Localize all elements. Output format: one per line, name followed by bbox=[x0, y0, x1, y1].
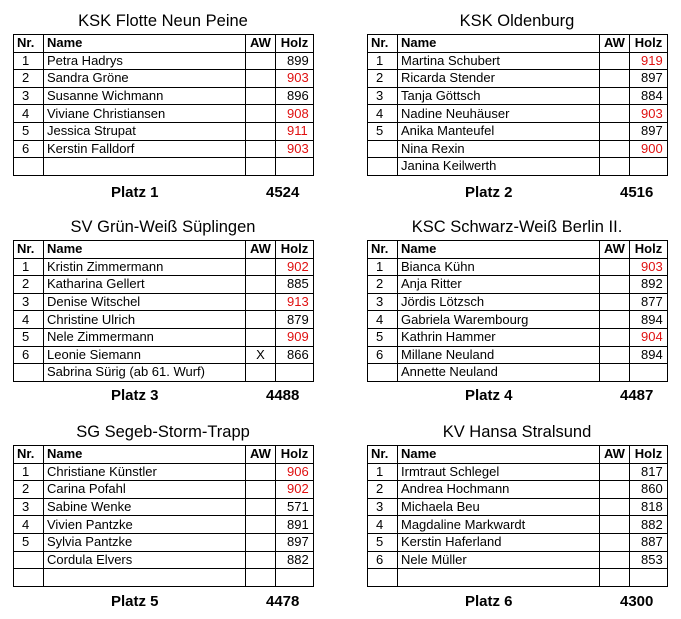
player-nr: 1 bbox=[14, 52, 44, 70]
table-header-row bbox=[368, 35, 668, 53]
table-header-row bbox=[14, 446, 314, 464]
table-row bbox=[368, 105, 668, 123]
player-nr: 3 bbox=[368, 293, 398, 311]
col-header-name: Name bbox=[44, 241, 246, 259]
player-holz: 897 bbox=[630, 122, 668, 140]
player-holz: 903 bbox=[630, 258, 668, 276]
team-footer bbox=[367, 385, 667, 407]
player-name: Sabine Wenke bbox=[44, 498, 246, 516]
player-nr bbox=[368, 158, 398, 176]
player-aw bbox=[600, 258, 630, 276]
player-nr: 4 bbox=[368, 516, 398, 534]
player-aw bbox=[246, 52, 276, 70]
col-header-holz: Holz bbox=[630, 446, 668, 464]
player-holz: 884 bbox=[630, 87, 668, 105]
table-row bbox=[14, 258, 314, 276]
player-name: Kerstin Falldorf bbox=[44, 140, 246, 158]
table-row bbox=[14, 140, 314, 158]
player-name: Leonie Siemann bbox=[44, 346, 246, 364]
player-holz: 900 bbox=[630, 140, 668, 158]
table-row bbox=[368, 533, 668, 551]
table-header-row bbox=[368, 446, 668, 464]
col-header-aw: AW bbox=[246, 446, 276, 464]
player-nr: 3 bbox=[14, 87, 44, 105]
player-nr bbox=[14, 551, 44, 569]
player-aw bbox=[600, 105, 630, 123]
table-row bbox=[368, 551, 668, 569]
player-name: Sylvia Pantzke bbox=[44, 533, 246, 551]
player-nr: 6 bbox=[14, 140, 44, 158]
player-name: Christiane Künstler bbox=[44, 463, 246, 481]
player-holz: 894 bbox=[630, 311, 668, 329]
table-row bbox=[14, 364, 314, 382]
table-row bbox=[368, 87, 668, 105]
player-name: Viviane Christiansen bbox=[44, 105, 246, 123]
player-name: Anja Ritter bbox=[398, 276, 600, 294]
team-footer bbox=[13, 591, 313, 613]
player-aw bbox=[246, 551, 276, 569]
table-row bbox=[14, 551, 314, 569]
table-row bbox=[14, 498, 314, 516]
player-nr: 5 bbox=[368, 328, 398, 346]
player-nr: 6 bbox=[14, 346, 44, 364]
table-row bbox=[14, 311, 314, 329]
player-aw bbox=[246, 70, 276, 88]
player-holz: 885 bbox=[276, 276, 314, 294]
player-holz: 817 bbox=[630, 463, 668, 481]
player-holz: 818 bbox=[630, 498, 668, 516]
player-nr: 5 bbox=[14, 533, 44, 551]
player-nr: 1 bbox=[368, 463, 398, 481]
player-holz: 896 bbox=[276, 87, 314, 105]
player-nr bbox=[368, 140, 398, 158]
player-nr: 5 bbox=[368, 533, 398, 551]
col-header-holz: Holz bbox=[630, 241, 668, 259]
player-holz: 908 bbox=[276, 105, 314, 123]
team-title: KSK Flotte Neun Peine bbox=[78, 12, 248, 30]
player-nr: 1 bbox=[368, 258, 398, 276]
player-holz: 860 bbox=[630, 481, 668, 499]
table-row bbox=[368, 463, 668, 481]
player-nr: 4 bbox=[368, 311, 398, 329]
player-name: Katharina Gellert bbox=[44, 276, 246, 294]
player-holz bbox=[630, 569, 668, 587]
player-holz bbox=[276, 158, 314, 176]
player-holz bbox=[630, 364, 668, 382]
player-name bbox=[44, 569, 246, 587]
player-name: Bianca Kühn bbox=[398, 258, 600, 276]
player-name: Magdaline Markwardt bbox=[398, 516, 600, 534]
team-title: SV Grün-Weiß Süplingen bbox=[70, 218, 256, 236]
team-footer bbox=[367, 182, 667, 204]
team-total: 4300 bbox=[620, 593, 654, 610]
player-aw bbox=[600, 498, 630, 516]
player-name: Anika Manteufel bbox=[398, 122, 600, 140]
player-name: Nele Müller bbox=[398, 551, 600, 569]
player-holz: 919 bbox=[630, 52, 668, 70]
table-row bbox=[368, 328, 668, 346]
player-name: Christine Ulrich bbox=[44, 311, 246, 329]
results-table bbox=[367, 240, 668, 382]
player-nr: 3 bbox=[368, 498, 398, 516]
player-aw bbox=[600, 481, 630, 499]
player-aw bbox=[246, 258, 276, 276]
player-aw bbox=[246, 122, 276, 140]
player-name: Nele Zimmermann bbox=[44, 328, 246, 346]
table-row bbox=[368, 311, 668, 329]
player-aw bbox=[246, 328, 276, 346]
player-name: Denise Witschel bbox=[44, 293, 246, 311]
table-row bbox=[14, 122, 314, 140]
player-aw bbox=[246, 311, 276, 329]
table-row bbox=[368, 122, 668, 140]
table-row bbox=[14, 463, 314, 481]
table-header-row bbox=[14, 35, 314, 53]
platz-label: Platz 2 bbox=[465, 184, 513, 201]
player-name: Kerstin Haferland bbox=[398, 533, 600, 551]
player-aw bbox=[600, 293, 630, 311]
team-footer bbox=[13, 385, 313, 407]
player-name: Gabriela Warembourg bbox=[398, 311, 600, 329]
player-nr bbox=[14, 364, 44, 382]
table-row bbox=[368, 293, 668, 311]
player-name: Nadine Neuhäuser bbox=[398, 105, 600, 123]
player-aw bbox=[246, 293, 276, 311]
platz-label: Platz 3 bbox=[111, 387, 159, 404]
player-aw bbox=[600, 346, 630, 364]
player-aw bbox=[600, 569, 630, 587]
player-aw bbox=[246, 516, 276, 534]
platz-label: Platz 1 bbox=[111, 184, 159, 201]
player-nr: 1 bbox=[368, 52, 398, 70]
player-aw bbox=[246, 481, 276, 499]
col-header-holz: Holz bbox=[630, 35, 668, 53]
player-nr: 5 bbox=[14, 122, 44, 140]
results-table bbox=[367, 34, 668, 176]
player-nr: 2 bbox=[14, 481, 44, 499]
table-row bbox=[14, 328, 314, 346]
player-holz: 853 bbox=[630, 551, 668, 569]
table-header-row bbox=[14, 241, 314, 259]
player-aw bbox=[600, 70, 630, 88]
player-aw bbox=[600, 463, 630, 481]
col-header-name: Name bbox=[44, 446, 246, 464]
table-row bbox=[368, 70, 668, 88]
player-name bbox=[44, 158, 246, 176]
player-nr: 3 bbox=[14, 498, 44, 516]
col-header-aw: AW bbox=[600, 446, 630, 464]
player-holz: 902 bbox=[276, 258, 314, 276]
player-aw bbox=[246, 140, 276, 158]
player-name: Irmtraut Schlegel bbox=[398, 463, 600, 481]
col-header-nr: Nr. bbox=[368, 241, 398, 259]
player-nr: 5 bbox=[368, 122, 398, 140]
col-header-name: Name bbox=[398, 446, 600, 464]
team-total: 4516 bbox=[620, 184, 654, 201]
table-row bbox=[14, 293, 314, 311]
player-name: Susanne Wichmann bbox=[44, 87, 246, 105]
player-aw bbox=[600, 140, 630, 158]
player-aw bbox=[600, 516, 630, 534]
col-header-aw: AW bbox=[246, 241, 276, 259]
player-holz: 894 bbox=[630, 346, 668, 364]
col-header-nr: Nr. bbox=[14, 446, 44, 464]
player-name: Millane Neuland bbox=[398, 346, 600, 364]
player-holz: 897 bbox=[276, 533, 314, 551]
player-holz: 909 bbox=[276, 328, 314, 346]
player-aw bbox=[246, 87, 276, 105]
table-row bbox=[368, 140, 668, 158]
player-aw bbox=[600, 276, 630, 294]
table-row bbox=[368, 364, 668, 382]
player-nr: 2 bbox=[368, 70, 398, 88]
team-title: SG Segeb-Storm-Trapp bbox=[76, 423, 250, 441]
team-total: 4478 bbox=[266, 593, 300, 610]
table-row bbox=[14, 276, 314, 294]
player-holz: 571 bbox=[276, 498, 314, 516]
col-header-holz: Holz bbox=[276, 35, 314, 53]
player-holz: 882 bbox=[630, 516, 668, 534]
player-nr: 4 bbox=[14, 311, 44, 329]
col-header-nr: Nr. bbox=[14, 35, 44, 53]
table-row bbox=[14, 87, 314, 105]
table-row bbox=[368, 498, 668, 516]
col-header-aw: AW bbox=[246, 35, 276, 53]
col-header-holz: Holz bbox=[276, 241, 314, 259]
player-holz: 892 bbox=[630, 276, 668, 294]
player-aw bbox=[246, 463, 276, 481]
player-holz: 903 bbox=[276, 140, 314, 158]
player-aw bbox=[600, 311, 630, 329]
player-name bbox=[398, 569, 600, 587]
player-name: Sabrina Sürig (ab 61. Wurf) bbox=[44, 364, 246, 382]
player-holz: 887 bbox=[630, 533, 668, 551]
player-nr bbox=[368, 364, 398, 382]
player-name: Carina Pofahl bbox=[44, 481, 246, 499]
player-name: Ricarda Stender bbox=[398, 70, 600, 88]
player-holz: 897 bbox=[630, 70, 668, 88]
table-row bbox=[14, 158, 314, 176]
table-row bbox=[368, 276, 668, 294]
team-total: 4524 bbox=[266, 184, 300, 201]
player-nr bbox=[14, 569, 44, 587]
player-aw bbox=[246, 569, 276, 587]
player-holz: 902 bbox=[276, 481, 314, 499]
table-row bbox=[368, 158, 668, 176]
player-name: Michaela Beu bbox=[398, 498, 600, 516]
player-aw bbox=[600, 364, 630, 382]
team-title: KSC Schwarz-Weiß Berlin II. bbox=[411, 218, 623, 236]
team-total: 4488 bbox=[266, 387, 300, 404]
player-nr: 4 bbox=[14, 105, 44, 123]
player-name: Martina Schubert bbox=[398, 52, 600, 70]
player-nr: 6 bbox=[368, 551, 398, 569]
table-row bbox=[14, 70, 314, 88]
player-aw bbox=[246, 498, 276, 516]
player-holz: 913 bbox=[276, 293, 314, 311]
team-title: KSK Oldenburg bbox=[459, 12, 575, 30]
player-holz: 899 bbox=[276, 52, 314, 70]
player-aw bbox=[246, 533, 276, 551]
table-row bbox=[14, 516, 314, 534]
player-nr bbox=[14, 158, 44, 176]
player-nr: 1 bbox=[14, 258, 44, 276]
table-row bbox=[14, 346, 314, 364]
table-row bbox=[368, 516, 668, 534]
results-table bbox=[13, 445, 314, 587]
player-nr: 5 bbox=[14, 328, 44, 346]
player-name: Nina Rexin bbox=[398, 140, 600, 158]
player-name: Sandra Gröne bbox=[44, 70, 246, 88]
player-aw bbox=[600, 533, 630, 551]
player-name: Jessica Strupat bbox=[44, 122, 246, 140]
player-nr bbox=[368, 569, 398, 587]
table-row bbox=[14, 105, 314, 123]
player-holz bbox=[276, 364, 314, 382]
table-row bbox=[14, 569, 314, 587]
table-row bbox=[14, 481, 314, 499]
player-aw bbox=[246, 158, 276, 176]
player-name: Cordula Elvers bbox=[44, 551, 246, 569]
player-holz: 877 bbox=[630, 293, 668, 311]
table-row bbox=[368, 569, 668, 587]
player-name: Andrea Hochmann bbox=[398, 481, 600, 499]
player-name: Tanja Göttsch bbox=[398, 87, 600, 105]
player-nr: 4 bbox=[14, 516, 44, 534]
table-header-row bbox=[368, 241, 668, 259]
platz-label: Platz 5 bbox=[111, 593, 159, 610]
team-total: 4487 bbox=[620, 387, 654, 404]
team-footer bbox=[367, 591, 667, 613]
player-aw bbox=[600, 158, 630, 176]
table-row bbox=[368, 52, 668, 70]
player-holz: 866 bbox=[276, 346, 314, 364]
player-nr: 4 bbox=[368, 105, 398, 123]
player-holz: 903 bbox=[276, 70, 314, 88]
player-aw bbox=[600, 122, 630, 140]
player-aw bbox=[600, 52, 630, 70]
player-holz: 903 bbox=[630, 105, 668, 123]
col-header-nr: Nr. bbox=[14, 241, 44, 259]
table-row bbox=[368, 481, 668, 499]
table-row bbox=[14, 533, 314, 551]
player-name: Janina Keilwerth bbox=[398, 158, 600, 176]
player-nr: 3 bbox=[14, 293, 44, 311]
player-holz: 906 bbox=[276, 463, 314, 481]
team-title: KV Hansa Stralsund bbox=[442, 423, 592, 441]
player-holz: 879 bbox=[276, 311, 314, 329]
player-nr: 2 bbox=[14, 276, 44, 294]
player-holz: 891 bbox=[276, 516, 314, 534]
player-aw bbox=[246, 276, 276, 294]
player-name: Kristin Zimmermann bbox=[44, 258, 246, 276]
platz-label: Platz 4 bbox=[465, 387, 513, 404]
player-holz: 882 bbox=[276, 551, 314, 569]
results-table bbox=[367, 445, 668, 587]
results-table bbox=[13, 240, 314, 382]
col-header-name: Name bbox=[44, 35, 246, 53]
player-holz bbox=[630, 158, 668, 176]
col-header-aw: AW bbox=[600, 35, 630, 53]
col-header-nr: Nr. bbox=[368, 446, 398, 464]
col-header-name: Name bbox=[398, 241, 600, 259]
platz-label: Platz 6 bbox=[465, 593, 513, 610]
player-aw bbox=[600, 328, 630, 346]
team-footer bbox=[13, 182, 313, 204]
table-row bbox=[14, 52, 314, 70]
col-header-aw: AW bbox=[600, 241, 630, 259]
player-holz: 904 bbox=[630, 328, 668, 346]
player-nr: 2 bbox=[368, 481, 398, 499]
player-holz: 911 bbox=[276, 122, 314, 140]
player-aw bbox=[600, 551, 630, 569]
player-aw bbox=[246, 105, 276, 123]
table-row bbox=[368, 258, 668, 276]
col-header-nr: Nr. bbox=[368, 35, 398, 53]
player-nr: 2 bbox=[14, 70, 44, 88]
player-aw bbox=[246, 364, 276, 382]
player-nr: 3 bbox=[368, 87, 398, 105]
col-header-name: Name bbox=[398, 35, 600, 53]
player-name: Petra Hadrys bbox=[44, 52, 246, 70]
player-aw bbox=[600, 87, 630, 105]
player-name: Annette Neuland bbox=[398, 364, 600, 382]
player-nr: 2 bbox=[368, 276, 398, 294]
col-header-holz: Holz bbox=[276, 446, 314, 464]
player-name: Jördis Lötzsch bbox=[398, 293, 600, 311]
player-nr: 6 bbox=[368, 346, 398, 364]
player-aw: X bbox=[246, 346, 276, 364]
player-holz bbox=[276, 569, 314, 587]
table-row bbox=[368, 346, 668, 364]
player-name: Vivien Pantzke bbox=[44, 516, 246, 534]
player-nr: 1 bbox=[14, 463, 44, 481]
player-name: Kathrin Hammer bbox=[398, 328, 600, 346]
results-table bbox=[13, 34, 314, 176]
